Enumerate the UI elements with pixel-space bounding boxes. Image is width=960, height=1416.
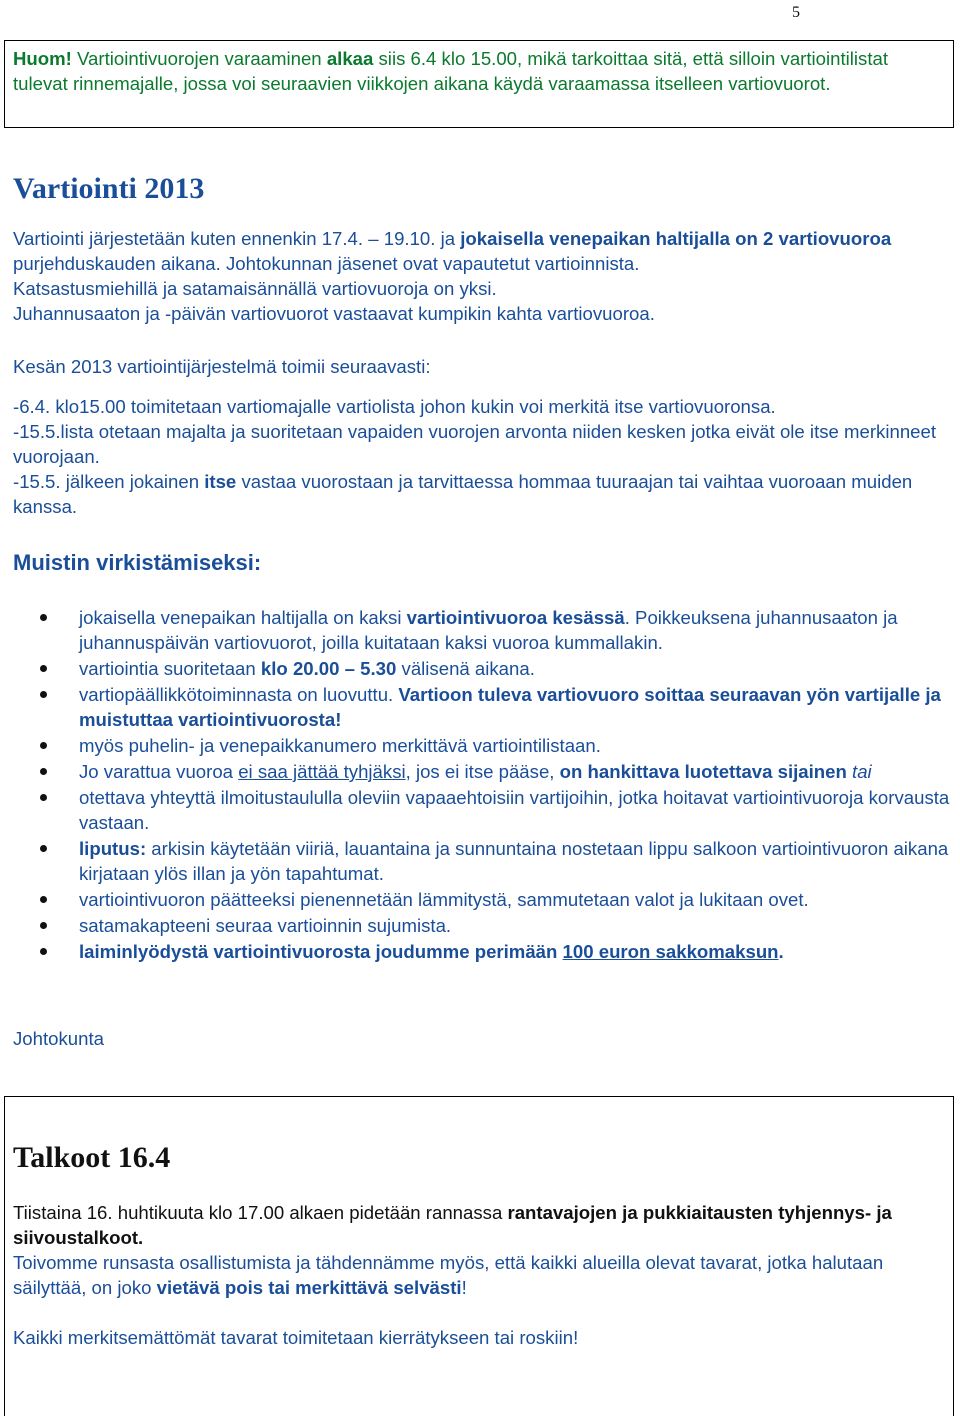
- schedule-item-2: -15.5.lista otetaan majalta ja suoritetaan vapaiden vuorojen arvonta niiden kesken jotka eivät ole itse merkinneet vuorojaan.: [13, 421, 937, 467]
- list-item: vartiopäällikkötoiminnasta on luovuttu. Vartioon tuleva vartiovuoro soittaa seuraavan yön vartijalle ja muistuttaa vartiointivuorosta!: [0, 682, 950, 732]
- talkoot-text: [13, 1200, 948, 1350]
- list-item: jokaisella venepaikan haltijalla on kaksi vartiointivuoroa kesässä. Poikkeuksena juhannusaaton ja juhannuspäivän vartiovuorot, joilla kuitataan kaksi vuoroa kummallakin.: [0, 605, 950, 655]
- vartiointi-title: Vartiointi 2013: [13, 172, 205, 205]
- signature: Johtokunta: [13, 1028, 104, 1049]
- talkoot-para-1: Tiistaina 16. huhtikuuta klo 17.00 alkaen pidetään rannassa rantavajojen ja pukkiaitausten tyhjennys- ja siivoustalkoot.: [13, 1202, 892, 1248]
- talkoot-para-2: Toivomme runsasta osallistumista ja tähdennämme myös, että kaikki alueilla olevat tavarat, jotka halutaan säilyttää, on joko vietävä pois tai merkittävä selvästi!: [13, 1252, 884, 1298]
- bullet-icon: [40, 742, 47, 749]
- notice-text: Huom! Vartiointivuorojen varaaminen alkaa siis 6.4 klo 15.00, mikä tarkoittaa sitä, että silloin vartiointilistat tulevat rinnemajalle, jossa voi seuraavien viikkojen aikana käydä varaamassa itselleen vartiovuorot.: [13, 48, 888, 94]
- schedule-item-3: -15.5. jälkeen jokainen itse vastaa vuorostaan ja tarvittaessa hommaa tuuraajan tai vaihtaa vuoroaan muiden kanssa.: [13, 471, 913, 517]
- schedule-item-1: -6.4. klo15.00 toimitetaan vartiomajalle vartiolista johon kukin voi merkitä itse vartiovuoronsa.: [13, 396, 776, 417]
- notice-alkaa: alkaa: [326, 48, 374, 69]
- list-item: satamakapteeni seuraa vartioinnin sujumista.: [0, 913, 950, 938]
- list-item: myös puhelin- ja venepaikkanumero merkittävä vartiointilistaan.: [0, 733, 950, 758]
- list-item: vartiointivuoron päätteeksi pienennetään lämmitystä, sammutetaan valot ja lukitaan ovet.: [0, 887, 950, 912]
- notice-box: [4, 40, 954, 128]
- reminder-list: [0, 605, 950, 965]
- vartiointi-para-2: Katsastusmiehillä ja satamaisännällä vartiovuoroja on yksi.: [13, 278, 497, 299]
- bullet-icon: [40, 794, 47, 801]
- list-item: laiminlyödystä vartiointivuorosta joudumme perimään 100 euron sakkomaksun.: [0, 939, 950, 964]
- talkoot-para-3: Kaikki merkitsemättömät tavarat toimitetaan kierrätykseen tai roskiin!: [13, 1327, 579, 1348]
- bullet-icon: [40, 614, 47, 621]
- muistin-title: Muistin virkistämiseksi:: [13, 550, 262, 575]
- talkoot-title: Talkoot 16.4: [13, 1141, 171, 1174]
- kesan-heading: Kesän 2013 vartiointijärjestelmä toimii seuraavasti:: [13, 356, 431, 377]
- vartiointi-intro: [13, 226, 952, 326]
- schedule: [13, 394, 952, 519]
- list-item: vartiointia suoritetaan klo 20.00 – 5.30 välisenä aikana.: [0, 656, 950, 681]
- notice-huom: Huom!: [13, 48, 72, 69]
- bullet-icon: [40, 691, 47, 698]
- vartiointi-para-1: Vartiointi järjestetään kuten ennenkin 17.4. – 19.10. ja jokaisella venepaikan haltijalla on 2 vartiovuoroa purjehduskauden aikana. Johtokunnan jäsenet ovat vapautetut vartioinnista.: [13, 228, 892, 274]
- page-number: 5: [792, 4, 800, 21]
- list-item: otettava yhteyttä ilmoitustaululla oleviin vapaaehtoisiin vartijoihin, jotka hoitavat vartiointivuoroja korvausta vastaan.: [0, 785, 950, 835]
- list-item: liputus: arkisin käytetään viiriä, lauantaina ja sunnuntaina nostetaan lippu salkoon vartiointivuoron aikana kirjataan ylös illan ja yön tapahtumat.: [0, 836, 950, 886]
- list-item: Jo varattua vuoroa ei saa jättää tyhjäksi, jos ei itse pääse, on hankittava luotettava sijainen tai: [0, 759, 950, 784]
- bullet-icon: [40, 768, 47, 775]
- bullet-icon: [40, 665, 47, 672]
- vartiointi-para-3: Juhannusaaton ja -päivän vartiovuorot vastaavat kumpikin kahta vartiovuoroa.: [13, 303, 655, 324]
- bullet-icon: [40, 896, 47, 903]
- bullet-icon: [40, 948, 47, 955]
- bullet-icon: [40, 922, 47, 929]
- bullet-icon: [40, 845, 47, 852]
